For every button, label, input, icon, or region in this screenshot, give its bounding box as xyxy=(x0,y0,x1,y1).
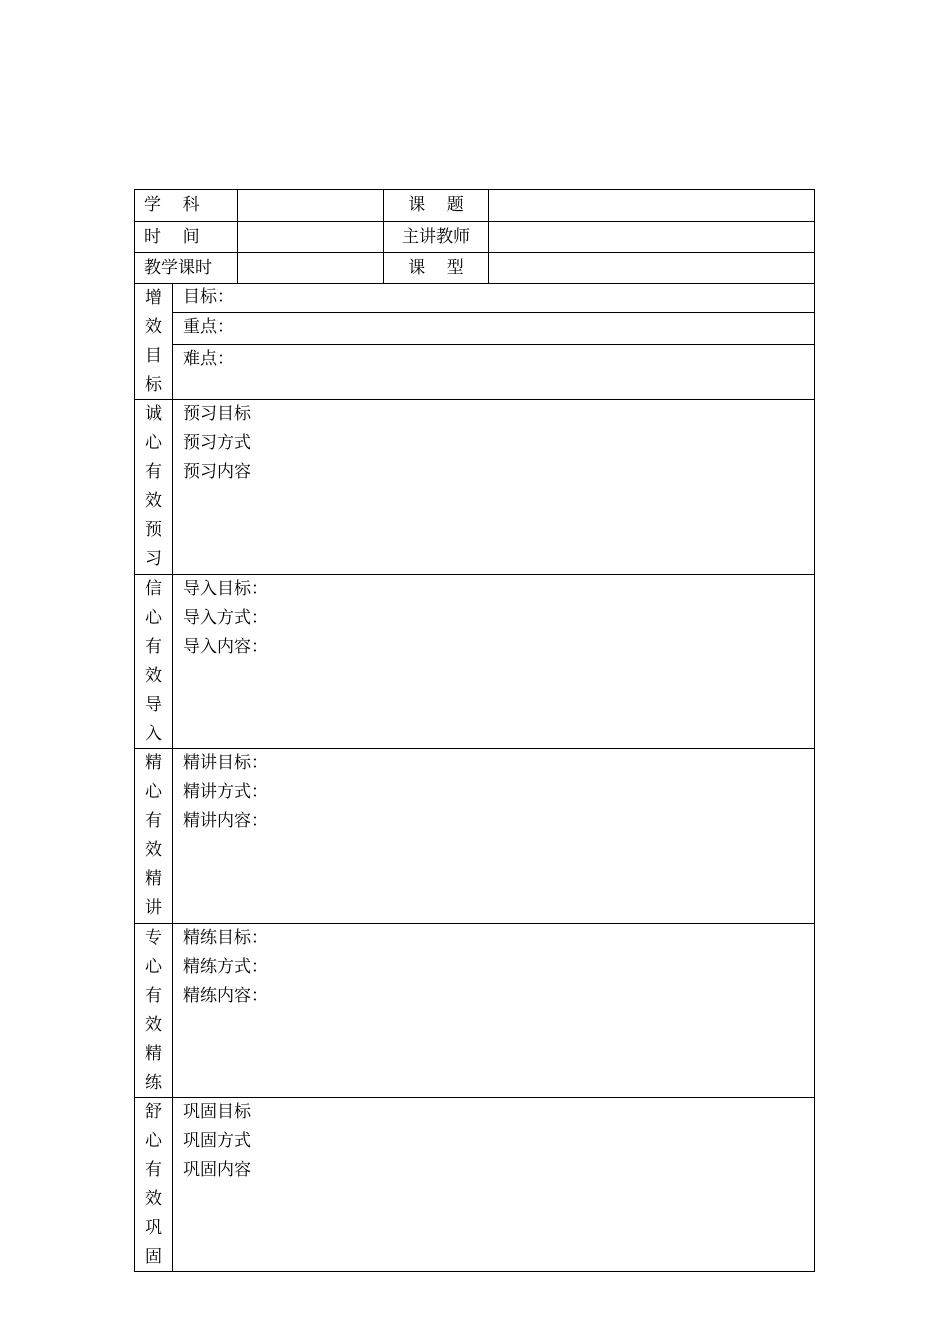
section-content[interactable] xyxy=(173,749,814,923)
item-line: 精练内容： xyxy=(183,986,268,1006)
label-char: 心 xyxy=(145,782,162,802)
section-lecture xyxy=(134,748,815,923)
section-introduction xyxy=(134,574,815,748)
label-char: 巩 xyxy=(145,1218,162,1238)
label-char: 目 xyxy=(145,346,162,366)
item-line: 导入方式： xyxy=(183,608,268,628)
label-char: 精 xyxy=(145,869,162,889)
label-char: 固 xyxy=(145,1247,162,1267)
subject-label: 学 科 xyxy=(135,190,238,221)
label-char: 增 xyxy=(145,288,162,308)
section-content[interactable] xyxy=(173,400,814,574)
label-char: 有 xyxy=(145,986,162,1006)
item-line: 精讲内容： xyxy=(183,811,268,831)
label-char: 效 xyxy=(145,317,162,337)
section-label xyxy=(135,284,173,399)
label-char: 效 xyxy=(145,666,162,686)
section-label xyxy=(135,575,173,748)
topic-field[interactable] xyxy=(489,190,814,221)
label-char: 有 xyxy=(145,462,162,482)
label-char: 效 xyxy=(145,1015,162,1035)
item-line: 精练目标： xyxy=(183,928,268,948)
label-char: 有 xyxy=(145,637,162,657)
item-line: 巩固目标 xyxy=(183,1102,251,1122)
hours-label: 教学课时 xyxy=(135,253,238,283)
label-char: 有 xyxy=(145,811,162,831)
label-char: 精 xyxy=(145,753,162,773)
label-char: 心 xyxy=(145,957,162,977)
label-char: 心 xyxy=(145,433,162,453)
item-line: 精练方式： xyxy=(183,957,268,977)
label-char: 练 xyxy=(145,1073,162,1093)
time-label: 时 间 xyxy=(135,222,238,252)
time-field[interactable] xyxy=(238,222,384,252)
label-char: 习 xyxy=(145,549,162,569)
label-char: 导 xyxy=(145,695,162,715)
item-line: 巩固内容 xyxy=(183,1160,251,1180)
hours-field[interactable] xyxy=(238,253,384,283)
label-char: 效 xyxy=(145,1189,162,1209)
teacher-label: 主讲教师 xyxy=(384,222,489,252)
label-char: 心 xyxy=(145,608,162,628)
label-char: 效 xyxy=(145,491,162,511)
item-line: 预习目标 xyxy=(183,404,251,424)
label-char: 预 xyxy=(145,520,162,540)
label-char: 讲 xyxy=(145,898,162,918)
section-preview xyxy=(134,399,815,574)
item-line: 巩固方式 xyxy=(183,1131,251,1151)
subject-field[interactable] xyxy=(238,190,384,221)
header-row-subject xyxy=(134,189,815,221)
item-line: 预习内容 xyxy=(183,462,251,482)
section-practice xyxy=(134,923,815,1097)
label-char: 入 xyxy=(145,724,162,744)
header-row-time xyxy=(134,221,815,252)
label-char: 有 xyxy=(145,1160,162,1180)
section-label xyxy=(135,749,173,923)
goal-field[interactable]: 目标： xyxy=(173,284,814,313)
section-goals xyxy=(134,283,815,399)
lesson-plan-form xyxy=(134,189,815,1272)
label-char: 诚 xyxy=(145,404,162,424)
lesson-type-field[interactable] xyxy=(489,253,814,283)
difficulty-field[interactable]: 难点： xyxy=(183,349,234,369)
section-content[interactable] xyxy=(173,924,814,1097)
label-char: 专 xyxy=(145,928,162,948)
topic-label: 课 题 xyxy=(384,190,489,221)
item-line: 导入内容： xyxy=(183,637,268,657)
label-char: 精 xyxy=(145,1044,162,1064)
label-char: 效 xyxy=(145,840,162,860)
teacher-field[interactable] xyxy=(489,222,814,252)
item-line: 精讲目标： xyxy=(183,753,268,773)
lesson-type-label: 课 型 xyxy=(384,253,489,283)
item-line: 预习方式 xyxy=(183,433,251,453)
section-label xyxy=(135,1098,173,1271)
label-char: 信 xyxy=(145,579,162,599)
section-consolidation xyxy=(134,1097,815,1272)
label-char: 心 xyxy=(145,1131,162,1151)
label-char: 舒 xyxy=(145,1102,162,1122)
item-line: 导入目标： xyxy=(183,579,268,599)
item-line: 精讲方式： xyxy=(183,782,268,802)
label-char: 标 xyxy=(145,375,162,395)
section-content[interactable] xyxy=(173,1098,814,1271)
section-label xyxy=(135,400,173,574)
key-point-field[interactable]: 重点： xyxy=(173,313,814,345)
header-row-hours xyxy=(134,252,815,283)
section-label xyxy=(135,924,173,1097)
section-content[interactable] xyxy=(173,575,814,748)
